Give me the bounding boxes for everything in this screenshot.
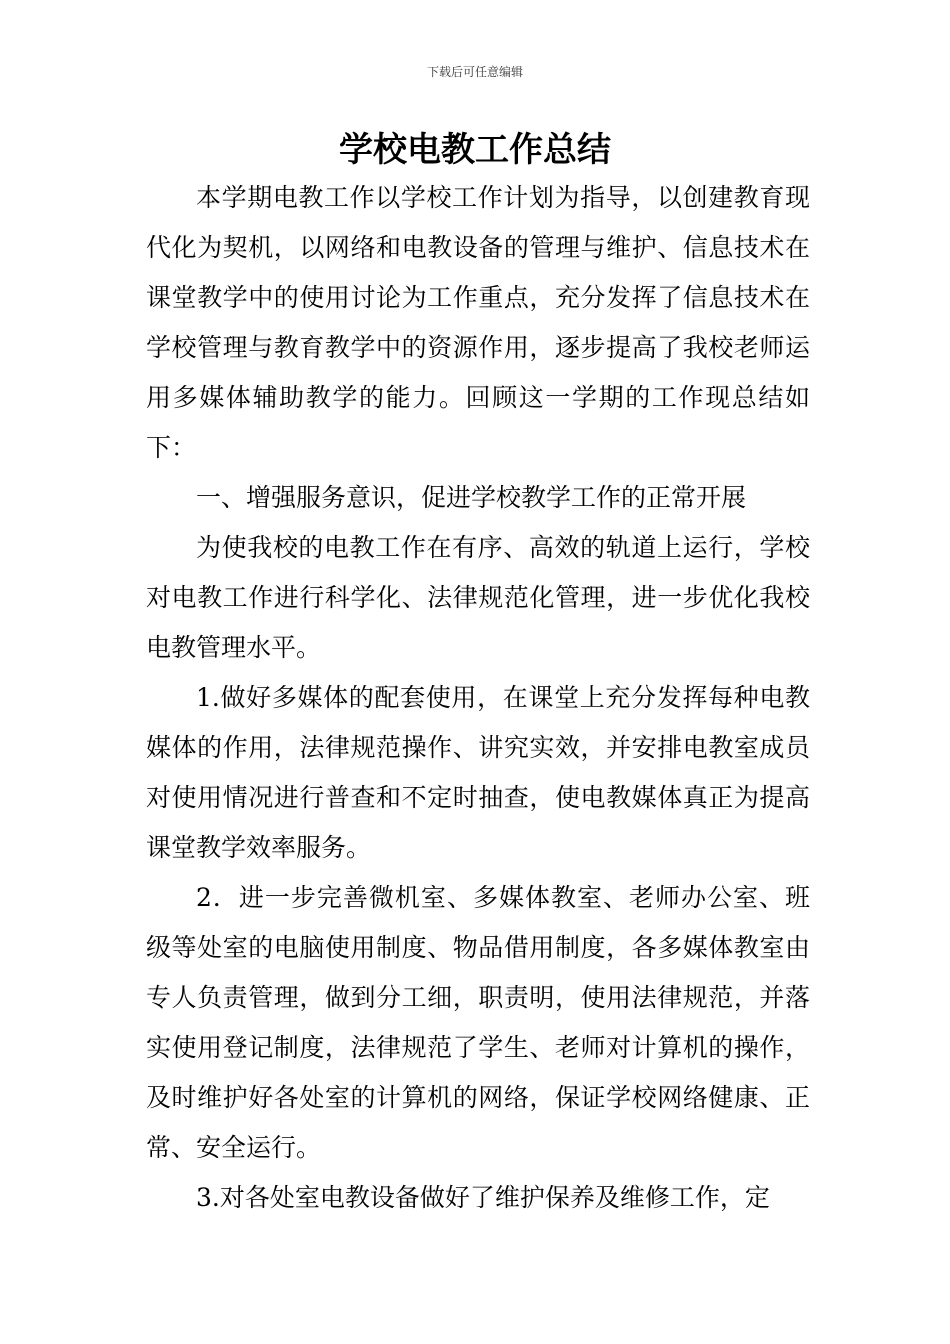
paragraph-item-3: 3.对各处室电教设备做好了维护保养及维修工作，定	[196, 1183, 770, 1212]
document-title: 学校电教工作总结	[339, 130, 611, 170]
section-heading-1: 一、增强服务意识，促进学校教学工作的正常开展	[196, 483, 747, 512]
paragraph-item-2: 2．进一步完善微机室、多媒体教室、老师办公室、班级等处室的电脑使用制度、物品借用制度，各多媒体教室由专人负责管理，做到分工细，职责明，使用法律规范，并落实使用登记制度，法律规范了学生、老师对计算机的操作，及时维护好各处室的计算机的网络，保证学校网络健康、正常、安全运行。	[146, 883, 810, 1162]
document-body	[146, 173, 810, 1223]
header-note: 下载后可任意编辑	[426, 65, 523, 79]
paragraph-section-1: 为使我校的电教工作在有序、高效的轨道上运行，学校对电教工作进行科学化、法律规范化管理，进一步优化我校电教管理水平。	[146, 533, 810, 662]
paragraph-item-1: 1.做好多媒体的配套使用，在课堂上充分发挥每种电教媒体的作用，法律规范操作、讲究实效，并安排电教室成员对使用情况进行普查和不定时抽查，使电教媒体真正为提高课堂教学效率服务。	[146, 683, 810, 862]
paragraph-intro: 本学期电教工作以学校工作计划为指导，以创建教育现代化为契机，以网络和电教设备的管理与维护、信息技术在课堂教学中的使用讨论为工作重点，充分发挥了信息技术在学校管理与教育教学中的资源作用，逐步提高了我校老师运用多媒体辅助教学的能力。回顾这一学期的工作现总结如下：	[146, 183, 810, 462]
